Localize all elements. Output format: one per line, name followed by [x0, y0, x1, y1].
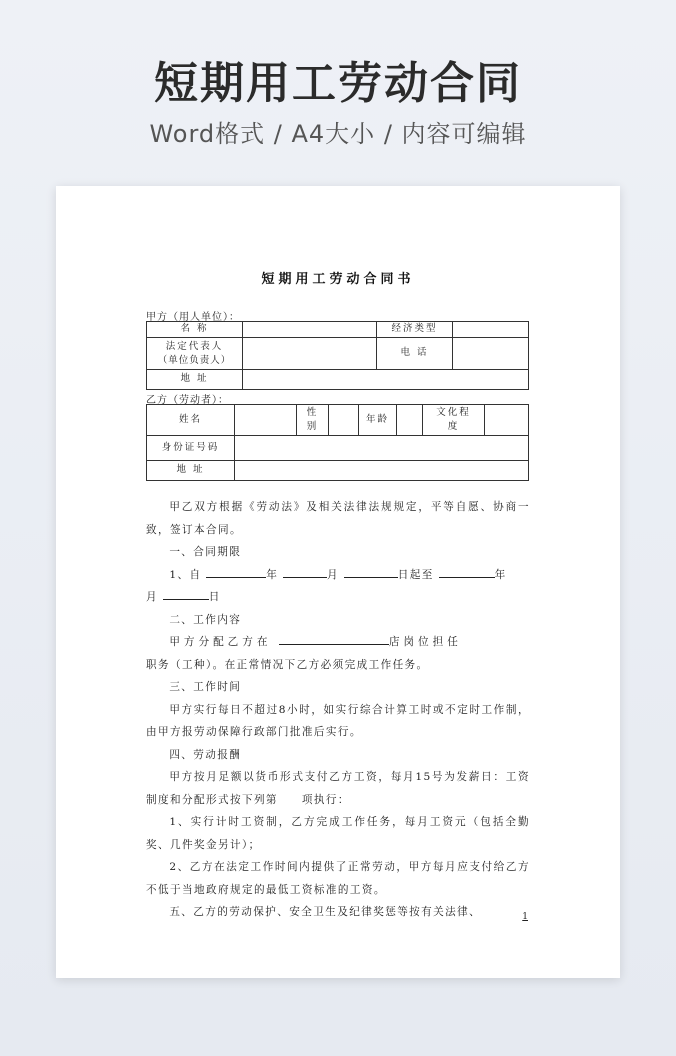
cell-b-address-label: 地 址: [147, 461, 235, 481]
section-2-duty: 职务（工种）。在正常情况下乙方必须完成工作任务。: [146, 658, 429, 671]
assign-text-a: 甲方分配乙方在: [169, 636, 272, 648]
term-year-2: 年: [494, 568, 507, 581]
cell-economy-type-value[interactable]: [453, 322, 529, 338]
cell-b-gender-label: [297, 405, 329, 436]
document-title: 短期用工劳动合同书: [261, 272, 415, 287]
section-4-title: 四、劳动报酬: [169, 748, 242, 761]
assign-text-b: 店岗位担任: [388, 636, 462, 648]
cell-address-label: 地 址: [147, 370, 243, 390]
party-a-label: 甲方（用人单位）：: [146, 312, 240, 323]
section-4-body-3: 2、乙方在法定工作时间内提供了正常劳动，甲方每月应支付给乙方不低于当地政府规定的最低工资标准的工资。: [146, 861, 530, 896]
education-line-1: 文化程: [436, 407, 471, 418]
cell-name-label: 名 称: [147, 322, 243, 338]
contract-body: [146, 496, 530, 924]
cell-phone-value[interactable]: [453, 338, 529, 370]
cell-economy-type-label: 经济类型: [377, 322, 453, 338]
intro-paragraph: 甲乙双方根据《劳动法》及相关法律法规规定，平等自愿、协商一致，签订本合同。: [146, 501, 530, 536]
banner-title: 短期用工劳动合同: [154, 58, 522, 109]
party-a-table: [146, 321, 529, 390]
section-1-term-end: [146, 586, 530, 609]
end-year-blank[interactable]: [439, 565, 495, 578]
cell-b-age-value[interactable]: [397, 405, 423, 436]
section-2-assign: [146, 631, 530, 654]
cell-b-age-label: 年龄: [359, 405, 397, 436]
term-month-2: 月: [146, 591, 158, 603]
section-2-title: 二、工作内容: [169, 613, 242, 626]
cell-legal-rep-value[interactable]: [243, 338, 377, 370]
term-from: 日起至: [397, 568, 434, 581]
section-4-body-2: 1、实行计时工资制，乙方完成工作任务，每月工资元（包括全勤奖、几件奖金另计）；: [146, 816, 530, 851]
term-day-2: 日: [208, 591, 221, 603]
store-blank[interactable]: [279, 632, 389, 645]
party-b-label: 乙方（劳动者）：: [146, 395, 229, 406]
section-1-title: 一、合同期限: [169, 546, 242, 558]
cell-b-education-value[interactable]: [485, 405, 529, 436]
banner-subtitle: Word格式 / A4大小 / 内容可编辑: [149, 120, 527, 148]
cell-b-address-value[interactable]: [235, 461, 529, 481]
section-4-body-1: 甲方按月足额以货币形式支付乙方工资，每月15号为发薪日：工资制度和分配形式按下列第 项执行：: [146, 771, 530, 806]
gender-line-1: 性: [306, 407, 319, 418]
term-year-1: 年: [266, 568, 279, 581]
section-5-body: 五、乙方的劳动保护、安全卫生及纪律奖惩等按有关法律、: [169, 906, 482, 918]
page-number: 1: [522, 912, 528, 922]
end-month-blank[interactable]: [163, 587, 209, 600]
term-month-1: 月: [327, 568, 340, 581]
cell-b-id-label: 身份证号码: [147, 436, 235, 461]
cell-b-name-label: 姓名: [147, 405, 235, 436]
cell-b-education-label: [423, 405, 485, 436]
gender-line-2: 别: [306, 421, 319, 432]
section-3-title: 三、工作时间: [169, 681, 242, 693]
start-year-blank[interactable]: [206, 565, 266, 578]
party-b-table: [146, 404, 529, 481]
start-day-blank[interactable]: [344, 565, 398, 578]
term-start-label: 1、自: [169, 568, 202, 581]
document-page: [56, 186, 620, 978]
cell-b-id-value[interactable]: [235, 436, 529, 461]
legal-rep-line-1: 法定代表人: [165, 340, 224, 352]
cell-name-value[interactable]: [243, 322, 377, 338]
cell-b-name-value[interactable]: [235, 405, 297, 436]
education-line-2: 度: [447, 421, 460, 432]
cell-address-value[interactable]: [243, 370, 529, 390]
start-month-blank[interactable]: [283, 565, 327, 578]
section-3-body: 甲方实行每日不超过8小时，如实行综合计算工时或不定时工作制，由甲方报劳动保障行政部门批准后实行。: [146, 703, 530, 738]
cell-phone-label: 电 话: [377, 338, 453, 370]
cell-b-gender-value[interactable]: [329, 405, 359, 436]
section-1-term: [146, 564, 530, 587]
cell-legal-rep-label: [147, 338, 243, 370]
legal-rep-line-2: （单位负责人）: [157, 354, 232, 366]
